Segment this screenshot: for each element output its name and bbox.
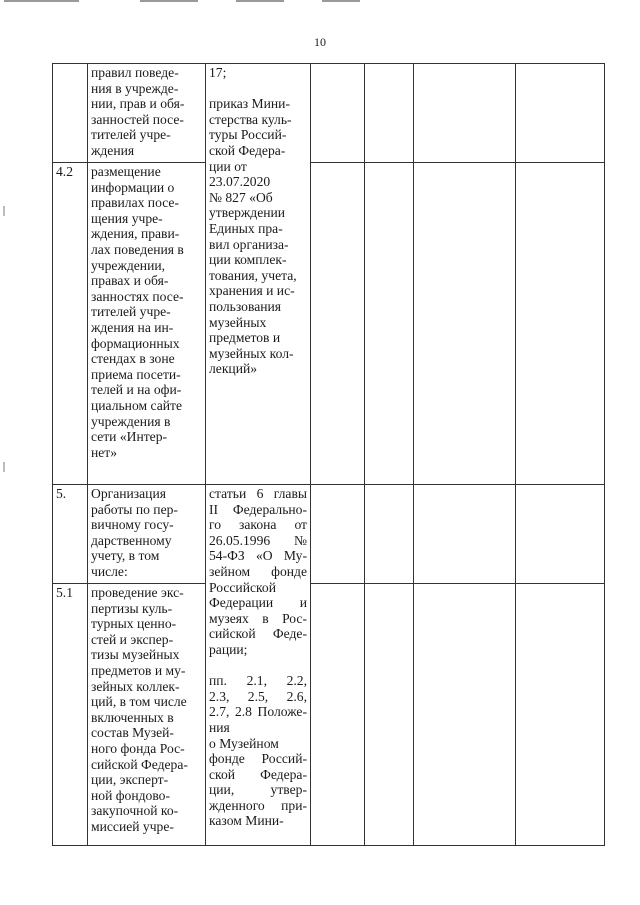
text-line: зейном фонде <box>209 563 307 579</box>
text-line: информации о <box>91 179 175 195</box>
text-line: учету, в том <box>91 548 160 564</box>
text-line: приема посети- <box>91 366 181 382</box>
text-line: музейных <box>209 314 267 330</box>
text-line: сийской Федера- <box>91 756 188 772</box>
empty-cell <box>365 64 414 163</box>
empty-cell <box>311 485 365 584</box>
row-number: 4.2 <box>53 163 88 485</box>
empty-cell <box>311 584 365 846</box>
text-line: пертизы куль- <box>91 600 173 616</box>
text-line: рации; <box>209 641 248 657</box>
legal-basis-cell <box>206 64 311 485</box>
text-line: тителей учре- <box>91 127 171 143</box>
text-line: ской Федера- <box>209 142 286 158</box>
text-line: тования, учета, <box>209 267 297 283</box>
text-line: стерства куль- <box>209 111 292 127</box>
text-line: ждения, прави- <box>91 226 180 242</box>
text-line: ции комплек- <box>209 252 287 268</box>
text-line: проведение экс- <box>91 585 184 600</box>
text-line: стей и экспер- <box>91 631 174 647</box>
text-line: вичному госу- <box>91 517 174 533</box>
text-line: ций, в том числе <box>91 694 187 710</box>
text-line: ния в учрежде- <box>91 80 179 96</box>
document-table <box>52 63 605 846</box>
text-line: лекций» <box>209 361 258 377</box>
text-line: включенных в <box>91 709 174 725</box>
text-line: миссией учре- <box>91 818 174 834</box>
text-line: вил организа- <box>209 236 289 252</box>
text-line: ции, эксперт- <box>91 772 169 788</box>
text-line: пп. 2.1, 2.2, <box>209 673 307 689</box>
row-description <box>88 163 206 485</box>
text-line: сийской Феде- <box>209 626 307 642</box>
text-line: ции, утвер- <box>209 782 307 798</box>
empty-cell <box>414 163 516 485</box>
text-line: ния <box>209 719 230 735</box>
text-line: 54-ФЗ «О Му- <box>209 548 307 564</box>
table-row <box>53 163 605 485</box>
text-line: музейных кол- <box>209 345 294 361</box>
empty-cell <box>516 584 605 846</box>
text-line: предметов и му- <box>91 662 186 678</box>
text-line: предметов и <box>209 330 281 346</box>
text-line: ного фонда Рос- <box>91 740 185 756</box>
text-line: зейных коллек- <box>91 678 180 694</box>
text-line: ции от <box>209 158 247 174</box>
row-description <box>88 485 206 584</box>
text-line: II Федерально- <box>209 501 307 517</box>
scan-top-edge <box>4 0 79 2</box>
scan-top-edge <box>236 0 284 2</box>
text-line: дарственному <box>91 532 172 548</box>
text-line <box>209 81 307 97</box>
text-line: Организация <box>91 486 166 501</box>
row-number: 5. <box>53 485 88 584</box>
text-line: 2.7, 2.8 Положе- <box>209 704 307 720</box>
text-line: закупочной ко- <box>91 803 179 819</box>
table-row <box>53 64 605 163</box>
text-line: Российской <box>209 579 276 595</box>
text-line: 26.05.1996 № <box>209 532 307 548</box>
empty-cell <box>311 163 365 485</box>
text-line <box>209 658 307 674</box>
text-line: формационных <box>91 335 180 351</box>
text-line: жденного при- <box>209 797 307 813</box>
text-line: циальном сайте <box>91 397 182 413</box>
text-line: правах и обя- <box>91 273 169 289</box>
text-line: статьи 6 главы <box>209 486 307 501</box>
text-line: турных ценно- <box>91 616 177 632</box>
row-number <box>53 64 88 163</box>
text-line: фонде Россий- <box>209 751 307 767</box>
text-line: тителей учре- <box>91 304 171 320</box>
text-line: о Музейном <box>209 735 279 751</box>
table-row <box>53 584 605 846</box>
empty-cell <box>311 64 365 163</box>
text-line: нет» <box>91 444 118 460</box>
text-line: ждения на ин- <box>91 319 174 335</box>
empty-cell <box>365 163 414 485</box>
empty-cell <box>365 485 414 584</box>
text-line: хранения и ис- <box>209 283 295 299</box>
text-line: лах поведения в <box>91 241 184 257</box>
row-number: 5.1 <box>53 584 88 846</box>
text-line: правилах посе- <box>91 195 179 211</box>
scan-side-mark <box>3 206 5 216</box>
text-line: ной фондово- <box>91 787 170 803</box>
empty-cell <box>414 485 516 584</box>
text-line: № 827 «Об <box>209 189 273 205</box>
text-line: Единых пра- <box>209 220 283 236</box>
scan-side-mark <box>3 462 5 472</box>
row-description <box>88 64 206 163</box>
text-line: казом Мини- <box>209 813 284 829</box>
legal-basis-cell <box>206 485 311 846</box>
scan-top-edge <box>140 0 198 2</box>
text-line: нии, прав и обя- <box>91 96 185 112</box>
empty-cell <box>365 584 414 846</box>
text-line: 17; <box>209 65 227 80</box>
text-line: щения учре- <box>91 210 163 226</box>
text-line: приказ Мини- <box>209 96 290 112</box>
text-line: ждения <box>91 142 135 158</box>
text-line: музеях в Рос- <box>209 610 307 626</box>
table-row <box>53 485 605 584</box>
text-line: туры Россий- <box>209 127 287 143</box>
text-line: тизы музейных <box>91 647 180 663</box>
text-line: Федерации и <box>209 595 307 611</box>
text-line: стендах в зоне <box>91 351 175 367</box>
text-line: пользования <box>209 298 282 314</box>
text-line: состав Музей- <box>91 725 174 741</box>
text-line: го закона от <box>209 517 307 533</box>
text-line: ской Федера- <box>209 766 307 782</box>
scan-top-edge <box>322 0 360 2</box>
text-line: размещение <box>91 164 161 179</box>
empty-cell <box>414 64 516 163</box>
text-line: 23.07.2020 <box>209 174 271 190</box>
empty-cell <box>414 584 516 846</box>
text-line: утверждении <box>209 205 286 221</box>
empty-cell <box>516 485 605 584</box>
text-line: занностей посе- <box>91 111 184 127</box>
text-line: занностях посе- <box>91 288 184 304</box>
text-line: учреждения в <box>91 413 171 429</box>
text-line: сети «Интер- <box>91 429 168 445</box>
text-line: правил поведе- <box>91 65 179 80</box>
text-line: телей и на офи- <box>91 382 182 398</box>
text-line: учреждении, <box>91 257 166 273</box>
text-line: числе: <box>91 563 128 579</box>
empty-cell <box>516 64 605 163</box>
text-line: работы по пер- <box>91 501 178 517</box>
row-description <box>88 584 206 846</box>
page-number: 10 <box>314 35 326 49</box>
text-line: 2.3, 2.5, 2.6, <box>209 688 307 704</box>
empty-cell <box>516 163 605 485</box>
